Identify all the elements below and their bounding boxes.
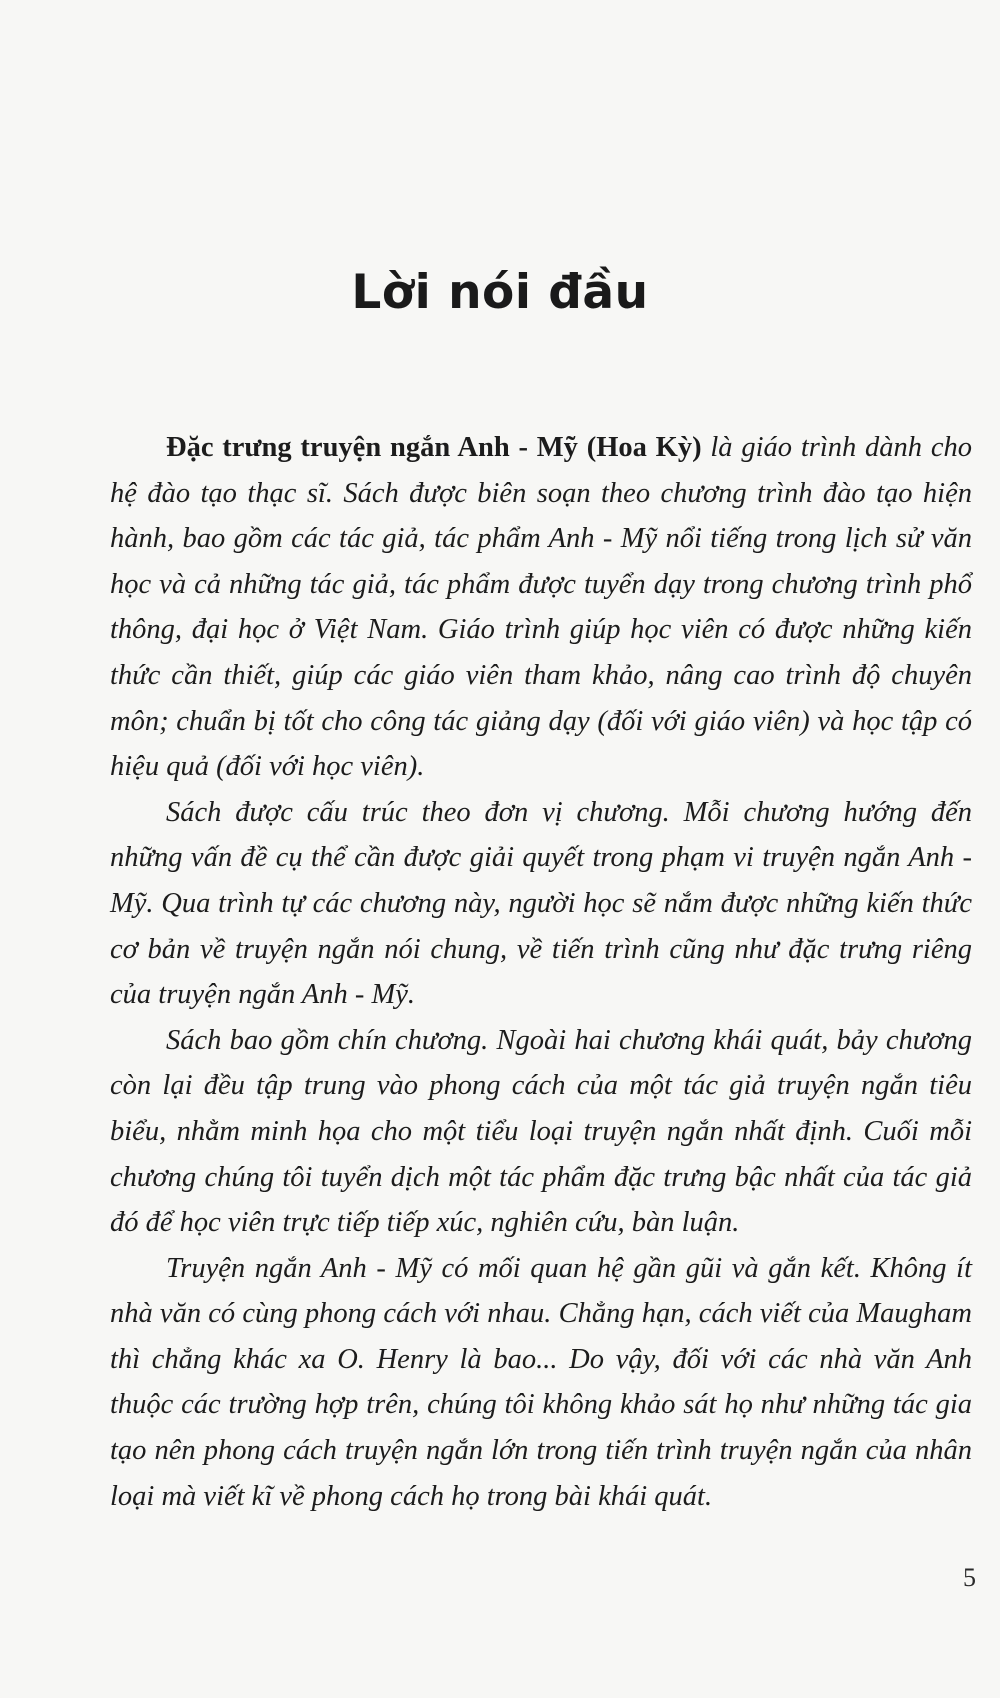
paragraph-1-text: là giáo trình dành cho hệ đào tạo thạc sĩ. Sách được biên soạn theo chương trình đào tạo hiện hành, bao gồm các tác giả, tác phẩm Anh - Mỹ nổi tiếng trong lịch sử văn học và cả những tác giả, tác phẩm được tuyển dạy trong chương trình phổ thông, đại học ở Việt Nam. Giáo trình giúp học viên có được những kiến thức cần thiết, giúp các giáo viên tham khảo, nâng cao trình độ chuyên môn; chuẩn bị tốt cho công tác giảng dạy (đối với giáo viên) và học tập có hiệu quả (đối với học viên). (110, 432, 973, 783)
book-title-lead: Đặc trưng truyện ngắn Anh - Mỹ (Hoa Kỳ) (166, 432, 702, 463)
preface-body (110, 425, 972, 1519)
page-number: 5 (963, 1563, 976, 1592)
paragraph-1 (110, 425, 972, 790)
paragraph-3: Sách bao gồm chín chương. Ngoài hai chương khái quát, bảy chương còn lại đều tập trung vào phong cách của một tác giả truyện ngắn tiêu biểu, nhằm minh họa cho một tiểu loại truyện ngắn nhất định. Cuối mỗi chương chúng tôi tuyển dịch một tác phẩm đặc trưng bậc nhất của tác giả đó để học viên trực tiếp tiếp xúc, nghiên cứu, bàn luận. (110, 1024, 972, 1239)
paragraph-4: Truyện ngắn Anh - Mỹ có mối quan hệ gần gũi và gắn kết. Không ít nhà văn có cùng phong cách với nhau. Chẳng hạn, cách viết của Maugham thì chẳng khác xa O. Henry là bao... Do vậy, đối với các nhà văn Anh thuộc các trường hợp trên, chúng tôi không khảo sát họ như những tác gia tạo nên phong cách truyện ngắn lớn trong tiến trình truyện ngắn của nhân loại mà viết kĩ về phong cách họ trong bài khái quát. (110, 1252, 972, 1512)
page-title: Lời nói đầu (351, 265, 649, 320)
paragraph-2: Sách được cấu trúc theo đơn vị chương. Mỗi chương hướng đến những vấn đề cụ thể cần được giải quyết trong phạm vi truyện ngắn Anh - Mỹ. Qua trình tự các chương này, người học sẽ nắm được những kiến thức cơ bản về truyện ngắn nói chung, về tiến trình cũng như đặc trưng riêng của truyện ngắn Anh - Mỹ. (110, 796, 972, 1011)
